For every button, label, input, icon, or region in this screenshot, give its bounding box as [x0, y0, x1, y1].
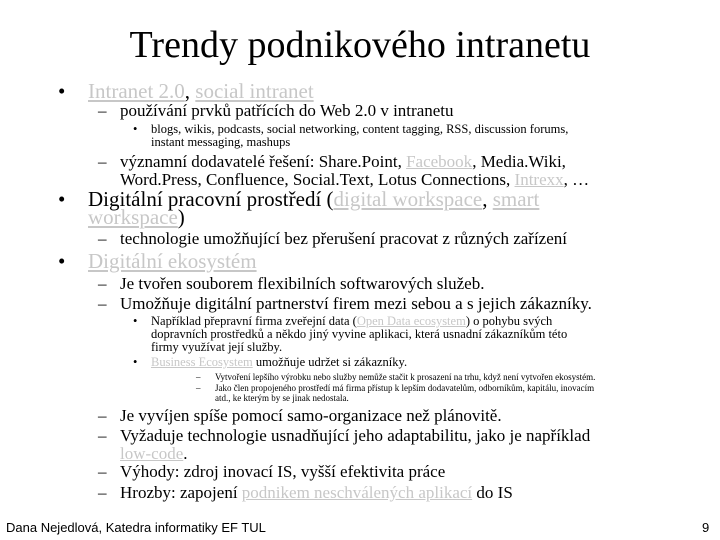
- text: , Media.Wiki,: [472, 152, 566, 171]
- footer-author: Dana Nejedlová, Katedra informatiky EF TUL: [6, 520, 266, 535]
- sub-threats: [120, 483, 513, 502]
- dash-marker: –: [98, 152, 107, 171]
- detail-member-access-line1: Jako člen propojeného prostředí má firma přístup k lepším dodavatelům, odborníkům, kapitálu, inovacím: [215, 383, 595, 393]
- bullet-digital-ecosystem: [88, 250, 257, 272]
- bullet-marker: •: [58, 249, 66, 273]
- dash-marker: –: [196, 383, 201, 393]
- dash-marker: –: [98, 294, 107, 313]
- sub-partnership: Umožňuje digitální partnerství firem mezi sebou a s jejich zákazníky.: [120, 294, 592, 313]
- sub-web20: používání prvků patřících do Web 2.0 v intranetu: [120, 101, 454, 120]
- detail-better-product: Vytvoření lepšího výrobku nebo služby nemůže stačit k prosazení na trhu, když není vytvořen ekosystém.: [215, 372, 596, 382]
- dash-marker: –: [196, 372, 201, 382]
- dash-marker: –: [98, 101, 107, 120]
- text: ): [177, 205, 185, 229]
- dash-marker: –: [98, 229, 107, 248]
- link-social-intranet[interactable]: social intranet: [195, 79, 314, 103]
- text: ) o pohybu svých: [465, 314, 553, 328]
- sub-self-organization: Je vyvíjen spíše pomocí samo-organizace než plánovitě.: [120, 406, 502, 425]
- link-business-ecosystem[interactable]: Business Ecosystem: [151, 355, 253, 369]
- dot-marker: •: [133, 355, 138, 369]
- dot-marker: •: [133, 314, 138, 328]
- link-digital-workspace[interactable]: digital workspace: [333, 187, 483, 211]
- text: .: [183, 444, 188, 463]
- detail-member-access-line2: atd., ke kterým by se jinak nedostala.: [215, 393, 349, 403]
- link-unapproved-apps[interactable]: podnikem neschválených aplikací: [241, 483, 473, 502]
- detail-tools-line1: blogs, wikis, podcasts, social networking, content tagging, RSS, discussion forums,: [151, 122, 569, 136]
- dash-marker: –: [98, 426, 107, 445]
- dash-marker: –: [98, 483, 107, 502]
- example-open-data-line3: firmy využívat její služby.: [151, 340, 283, 354]
- sub-adaptability-line1: Vyžaduje technologie usnadňující jeho adaptabilitu, jako je například: [120, 426, 591, 445]
- bullet-intranet-2: [88, 80, 314, 102]
- text: Digitální pracovní prostředí (: [88, 187, 334, 211]
- sub-advantages: Výhody: zdroj inovací IS, vyšší efektivita práce: [120, 462, 446, 481]
- link-open-data-ecosystem[interactable]: Open Data ecosystem: [356, 314, 466, 328]
- example-business-ecosystem: [151, 356, 407, 369]
- bullet-marker: •: [58, 79, 66, 103]
- text: umožňuje udržet si zákazníky.: [252, 355, 408, 369]
- slide-title: Trendy podnikového intranetu: [129, 24, 591, 66]
- text: do IS: [472, 483, 513, 502]
- sub-flexible-services: Je tvořen souborem flexibilních softwarových služeb.: [120, 274, 485, 293]
- text: Například přepravní firma zveřejní data (: [151, 314, 357, 328]
- link-low-code[interactable]: low-code: [120, 444, 184, 463]
- detail-tools-line2: instant messaging, mashups: [151, 135, 291, 149]
- text: významní dodavatelé řešení: Share.Point,: [120, 152, 407, 171]
- dash-marker: –: [98, 406, 107, 425]
- link-intranet-2-0[interactable]: Intranet 2.0: [88, 79, 185, 103]
- text: Word.Press, Confluence, Social.Text, Lotus Connections,: [120, 170, 515, 189]
- bullet-digital-workspace-line2: [88, 206, 185, 228]
- sub-adaptability-line2: [120, 444, 188, 463]
- example-open-data-line2: dopravních prostředků a někdo jiný vyvine aplikaci, která usnadní zákazníkům této: [151, 327, 568, 341]
- bullet-marker: •: [58, 187, 66, 211]
- separator: ,: [482, 187, 493, 211]
- link-smart-workspace[interactable]: smart: [492, 187, 540, 211]
- link-digital-ecosystem[interactable]: Digitální ekosystém: [88, 249, 257, 273]
- separator: ,: [184, 79, 196, 103]
- text: , …: [563, 170, 590, 189]
- link-smart-workspace-cont[interactable]: workspace: [88, 205, 178, 229]
- link-facebook[interactable]: Facebook: [406, 152, 473, 171]
- sub-devices: technologie umožňující bez přerušení pracovat z různých zařízení: [120, 229, 567, 248]
- dash-marker: –: [98, 462, 107, 481]
- sub-vendors-line1: [120, 152, 566, 171]
- link-intrexx[interactable]: Intrexx: [514, 170, 564, 189]
- dot-marker: •: [133, 122, 138, 136]
- text: Hrozby: zapojení: [120, 483, 242, 502]
- dash-marker: –: [98, 274, 107, 293]
- page-number: 9: [702, 520, 710, 535]
